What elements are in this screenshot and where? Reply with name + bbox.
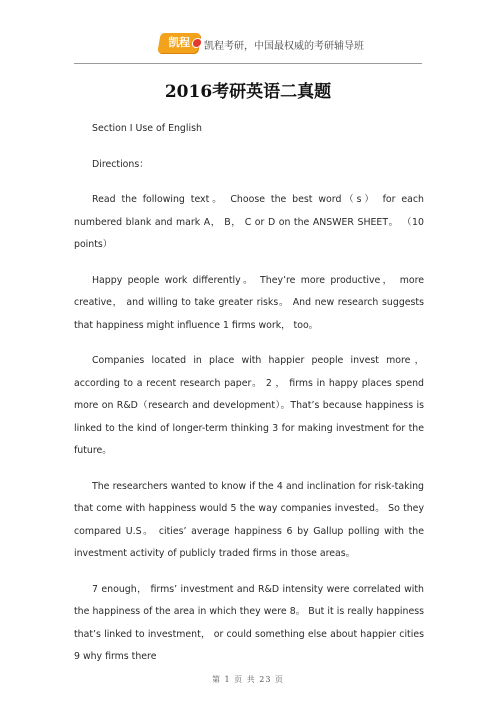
paragraph-2: Companies located in place with happier people invest more， according to a recent research paper。 2 ， firms in happy places spend more on R&D（research and development）。That’s because happiness is linked to the kind of longer-term thinking 3 for making investment for the future。: [74, 355, 424, 456]
page-footer: 第 1 页 共 23 页: [212, 675, 284, 684]
paragraph-1: Happy people work differently。 They’re more productive， more creative， and willing to take greater risks。 And new research suggests that happiness might influence 1 firms work， too。: [74, 274, 424, 331]
kaicheng-logo: [157, 33, 201, 53]
header-slogan: 凯程考研，中国最权威的考研辅导班: [204, 41, 364, 52]
logo-text: 凯程: [168, 36, 190, 49]
logo-dot-icon: [191, 38, 203, 48]
section-heading: Section I Use of English: [92, 123, 202, 134]
page-title: 2016考研英语二真题: [164, 82, 332, 102]
header-divider: [74, 63, 422, 64]
document-body: [74, 118, 424, 682]
paragraph-4: 7 enough， firms’ investment and R&D intensity were correlated with the happiness of the area in which they were 8。 But it is really happiness that’s linked to investment， or could something else about happier cities 9 why firms there: [74, 583, 424, 662]
directions-label: Directions：: [92, 158, 149, 170]
page-header: [0, 30, 496, 66]
paragraph-3: The researchers wanted to know if the 4 and inclination for risk-taking that come with happiness would 5 the way companies invested。 So they compared U.S。 cities’ average happiness 6 by Gallup polling with the investment activity of publicly traded firms in those areas。: [74, 480, 424, 559]
paragraph-instructions: Read the following text。 Choose the best word（s） for each numbered blank and mark A， B， C or D on the ANSWER SHEET。 （10 points）: [74, 194, 424, 250]
